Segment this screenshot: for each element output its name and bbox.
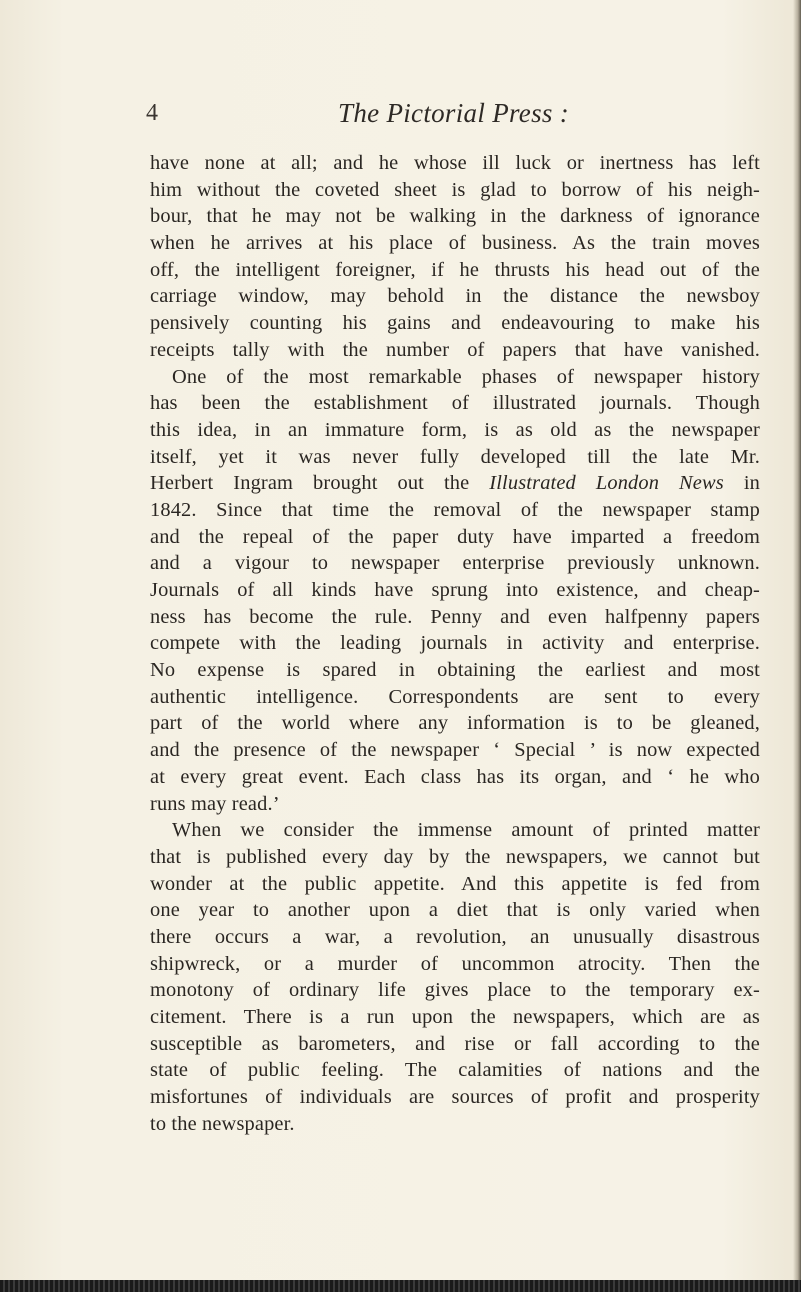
text-line-with-title xyxy=(150,470,760,497)
text-line: one year to another upon a diet that is only varied when xyxy=(150,899,760,922)
paragraph-end-line: to the newspaper. xyxy=(150,1112,295,1135)
text-line: No expense is spared in obtaining the earliest and most xyxy=(150,659,760,682)
text-line: misfortunes of individuals are sources of profit and prosperity xyxy=(150,1086,760,1109)
text-fragment: Herbert Ingram brought out the xyxy=(150,472,470,495)
text-line: citement. There is a run upon the newspapers, which are as xyxy=(150,1006,760,1028)
text-line: monotony of ordinary life gives place to the temporary ex- xyxy=(150,979,760,1002)
newspaper-title: Illustrated London News xyxy=(489,472,724,495)
running-head xyxy=(0,98,801,138)
text-line: have none at all; and he whose ill luck or inertness has left xyxy=(150,152,760,174)
text-line: Journals of all kinds have sprung into existence, and cheap- xyxy=(150,579,760,601)
text-line: pensively counting his gains and endeavouring to make his xyxy=(150,312,760,335)
paragraph-start-line: When we consider the immense amount of printed matter xyxy=(172,819,760,842)
text-line: 1842. Since that time the removal of the newspaper stamp xyxy=(150,498,760,521)
text-line: off, the intelligent foreigner, if he thrusts his head out of the xyxy=(150,258,760,281)
text-line: wonder at the public appetite. And this appetite is fed from xyxy=(150,872,760,895)
text-line: has been the establishment of illustrated journals. Though xyxy=(150,392,760,415)
text-line: and the presence of the newspaper ‘ Special ’ is now expected xyxy=(150,739,760,762)
text-line: bour, that he may not be walking in the darkness of ignorance xyxy=(150,205,760,228)
text-line: him without the coveted sheet is glad to borrow of his neigh- xyxy=(150,178,760,201)
text-line: itself, yet it was never fully developed till the late Mr. xyxy=(150,445,760,468)
text-line: and a vigour to newspaper enterprise previously unknown. xyxy=(150,552,760,575)
text-line: shipwreck, or a murder of uncommon atrocity. Then the xyxy=(150,952,760,975)
page-number: 4 xyxy=(146,100,158,126)
running-title: The Pictorial Press : xyxy=(338,98,570,128)
body-text xyxy=(150,150,760,1137)
text-line: when he arrives at his place of business. As the train moves xyxy=(150,232,760,255)
text-line: that is published every day by the newspapers, we cannot but xyxy=(150,845,760,868)
text-line: at every great event. Each class has its organ, and ‘ he who xyxy=(150,765,760,788)
text-line: state of public feeling. The calamities of nations and the xyxy=(150,1059,760,1082)
paragraph-end-line: runs may read.’ xyxy=(150,792,280,815)
text-line: authentic intelligence. Correspondents are sent to every xyxy=(150,685,760,708)
text-line: part of the world where any information is to be gleaned, xyxy=(150,712,760,735)
scan-bottom-edge xyxy=(0,1280,801,1292)
text-line: carriage window, may behold in the distance the newsboy xyxy=(150,285,760,308)
text-line: this idea, in an immature form, is as old as the newspaper xyxy=(150,418,760,441)
paragraph-start-line: One of the most remarkable phases of newspaper history xyxy=(172,365,760,388)
text-line: receipts tally with the number of papers that have vanished. xyxy=(150,338,760,361)
text-line: susceptible as barometers, and rise or fall according to the xyxy=(150,1032,760,1055)
page-edge-shadow xyxy=(793,0,801,1292)
text-line: compete with the leading journals in activity and enterprise. xyxy=(150,632,760,655)
text-line: there occurs a war, a revolution, an unusually disastrous xyxy=(150,925,760,948)
text-fragment: in xyxy=(723,472,760,495)
text-line: and the repeal of the paper duty have imparted a freedom xyxy=(150,525,760,548)
text-line: ness has become the rule. Penny and even halfpenny papers xyxy=(150,605,760,628)
